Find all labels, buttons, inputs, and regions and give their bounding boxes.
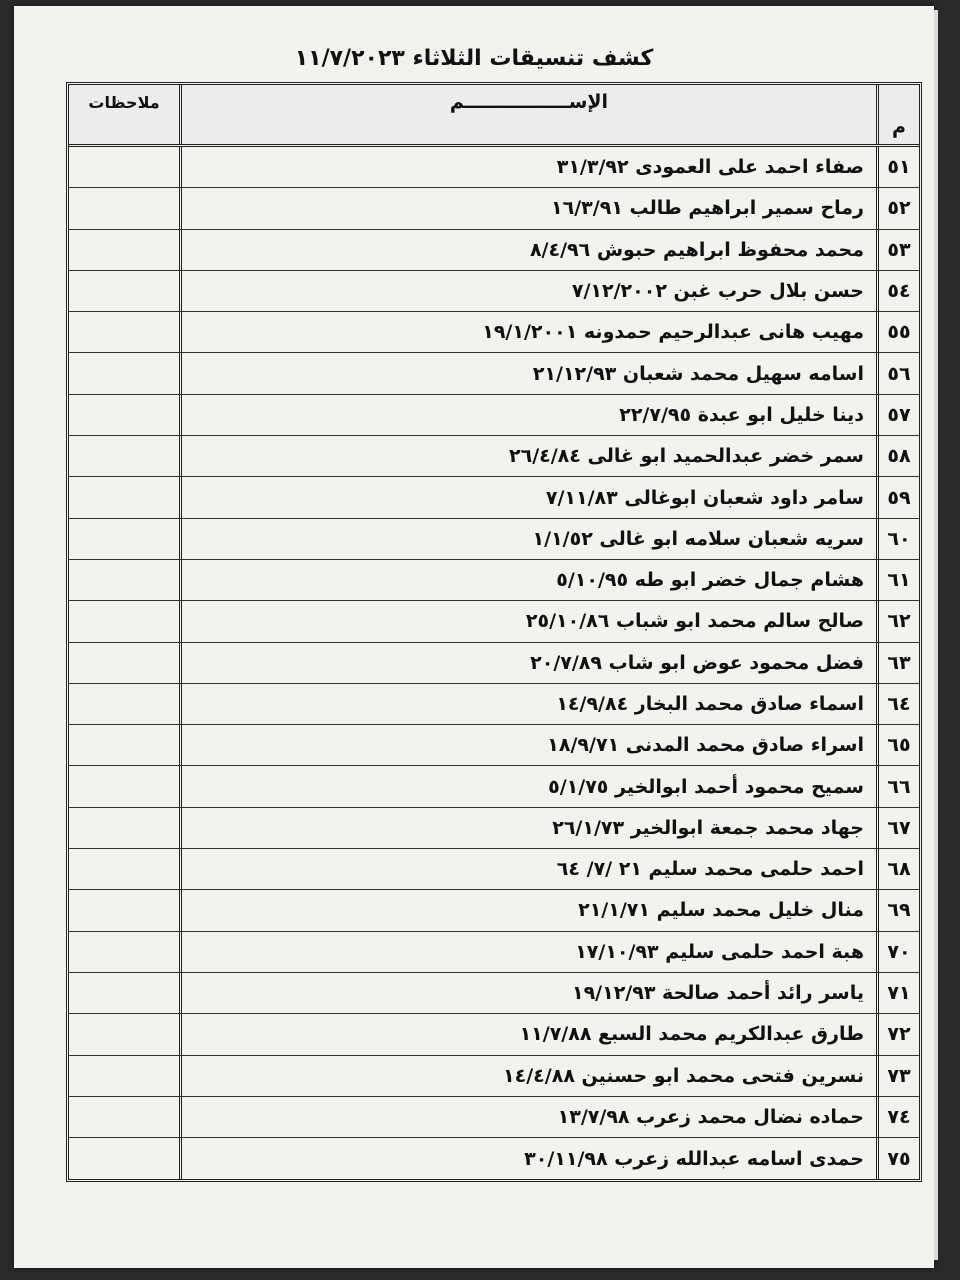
row-name: هشام جمال خضر ابو طه ٥/١٠/٩٥ bbox=[179, 560, 876, 600]
table-row bbox=[69, 188, 919, 229]
row-notes bbox=[69, 725, 179, 765]
paper-sheet bbox=[14, 6, 934, 1268]
row-number: ٧٤ bbox=[876, 1097, 919, 1137]
row-number: ٦٠ bbox=[876, 519, 919, 559]
table-header-row bbox=[69, 85, 919, 147]
names-table bbox=[66, 82, 922, 1182]
row-name: ياسر رائد أحمد صالحة ١٩/١٢/٩٣ bbox=[179, 973, 876, 1013]
row-name: اسماء صادق محمد البخار ١٤/٩/٨٤ bbox=[179, 684, 876, 724]
row-name: صفاء احمد على العمودى ٣١/٣/٩٢ bbox=[179, 147, 876, 187]
row-name: اسراء صادق محمد المدنى ١٨/٩/٧١ bbox=[179, 725, 876, 765]
table-row bbox=[69, 353, 919, 394]
row-name: سريه شعبان سلامه ابو غالى ١/١/٥٢ bbox=[179, 519, 876, 559]
row-notes bbox=[69, 188, 179, 228]
row-notes bbox=[69, 477, 179, 517]
row-name: محمد محفوظ ابراهيم حبوش ٨/٤/٩٦ bbox=[179, 230, 876, 270]
row-number: ٦٤ bbox=[876, 684, 919, 724]
row-notes bbox=[69, 436, 179, 476]
table-row bbox=[69, 601, 919, 642]
row-number: ٦٦ bbox=[876, 766, 919, 806]
row-name: حمدى اسامه عبدالله زعرب ٣٠/١١/٩٨ bbox=[179, 1138, 876, 1179]
row-number: ٥٧ bbox=[876, 395, 919, 435]
page-title: كشف تنسيقات الثلاثاء ١١/٧/٢٠٢٣ bbox=[294, 46, 654, 71]
row-notes bbox=[69, 643, 179, 683]
table-row bbox=[69, 890, 919, 931]
table-row bbox=[69, 1138, 919, 1179]
row-name: سميح محمود أحمد ابوالخير ٥/١/٧٥ bbox=[179, 766, 876, 806]
row-number: ٥٦ bbox=[876, 353, 919, 393]
row-number: ٧٥ bbox=[876, 1138, 919, 1179]
row-name: رماح سمير ابراهيم طالب ١٦/٣/٩١ bbox=[179, 188, 876, 228]
row-notes bbox=[69, 766, 179, 806]
row-name: فضل محمود عوض ابو شاب ٢٠/٧/٨٩ bbox=[179, 643, 876, 683]
row-notes bbox=[69, 890, 179, 930]
row-number: ٦١ bbox=[876, 560, 919, 600]
row-number: ٥١ bbox=[876, 147, 919, 187]
row-name: منال خليل محمد سليم ٢١/١/٧١ bbox=[179, 890, 876, 930]
row-name: صالح سالم محمد ابو شباب ٢٥/١٠/٨٦ bbox=[179, 601, 876, 641]
row-number: ٦٩ bbox=[876, 890, 919, 930]
table-row bbox=[69, 519, 919, 560]
table-row bbox=[69, 849, 919, 890]
row-notes bbox=[69, 684, 179, 724]
row-number: ٧٠ bbox=[876, 932, 919, 972]
table-row bbox=[69, 725, 919, 766]
row-notes bbox=[69, 395, 179, 435]
table-row bbox=[69, 684, 919, 725]
row-name: حماده نضال محمد زعرب ١٣/٧/٩٨ bbox=[179, 1097, 876, 1137]
row-number: ٧٣ bbox=[876, 1056, 919, 1096]
row-name: سامر داود شعبان ابوغالى ٧/١١/٨٣ bbox=[179, 477, 876, 517]
row-number: ٦٨ bbox=[876, 849, 919, 889]
row-number: ٥٤ bbox=[876, 271, 919, 311]
table-row bbox=[69, 147, 919, 188]
table-row bbox=[69, 932, 919, 973]
row-notes bbox=[69, 932, 179, 972]
row-number: ٥٩ bbox=[876, 477, 919, 517]
row-name: مهيب هانى عبدالرحيم حمدونه ١٩/١/٢٠٠١ bbox=[179, 312, 876, 352]
row-name: اسامه سهيل محمد شعبان ٢١/١٢/٩٣ bbox=[179, 353, 876, 393]
table-row bbox=[69, 560, 919, 601]
row-notes bbox=[69, 519, 179, 559]
table-row bbox=[69, 766, 919, 807]
row-number: ٥٥ bbox=[876, 312, 919, 352]
table-row bbox=[69, 477, 919, 518]
table-row bbox=[69, 973, 919, 1014]
row-number: ٦٧ bbox=[876, 808, 919, 848]
row-number: ٦٢ bbox=[876, 601, 919, 641]
row-notes bbox=[69, 973, 179, 1013]
row-number: ٥٣ bbox=[876, 230, 919, 270]
row-notes bbox=[69, 1097, 179, 1137]
row-number: ٦٥ bbox=[876, 725, 919, 765]
row-name: نسرين فتحى محمد ابو حسنين ١٤/٤/٨٨ bbox=[179, 1056, 876, 1096]
row-notes bbox=[69, 849, 179, 889]
row-name: هبة احمد حلمى سليم ١٧/١٠/٩٣ bbox=[179, 932, 876, 972]
table-row bbox=[69, 312, 919, 353]
row-notes bbox=[69, 147, 179, 187]
row-notes bbox=[69, 808, 179, 848]
row-name: حسن بلال حرب غبن ٧/١٢/٢٠٠٢ bbox=[179, 271, 876, 311]
row-notes bbox=[69, 312, 179, 352]
row-name: سمر خضر عبدالحميد ابو غالى ٢٦/٤/٨٤ bbox=[179, 436, 876, 476]
table-row bbox=[69, 395, 919, 436]
row-number: ٧١ bbox=[876, 973, 919, 1013]
table-row bbox=[69, 1056, 919, 1097]
row-number: ٦٣ bbox=[876, 643, 919, 683]
row-notes bbox=[69, 601, 179, 641]
row-notes bbox=[69, 230, 179, 270]
row-name: طارق عبدالكريم محمد السبع ١١/٧/٨٨ bbox=[179, 1014, 876, 1054]
table-row bbox=[69, 1014, 919, 1055]
table-row bbox=[69, 643, 919, 684]
header-num: م bbox=[876, 85, 919, 144]
row-notes bbox=[69, 1138, 179, 1179]
row-number: ٥٢ bbox=[876, 188, 919, 228]
row-name: جهاد محمد جمعة ابوالخير ٢٦/١/٧٣ bbox=[179, 808, 876, 848]
table-row bbox=[69, 1097, 919, 1138]
row-notes bbox=[69, 560, 179, 600]
row-notes bbox=[69, 271, 179, 311]
row-number: ٧٢ bbox=[876, 1014, 919, 1054]
row-name: دينا خليل ابو عبدة ٢٢/٧/٩٥ bbox=[179, 395, 876, 435]
row-notes bbox=[69, 1014, 179, 1054]
table-row bbox=[69, 230, 919, 271]
header-notes: ملاحظات bbox=[88, 93, 160, 112]
row-notes bbox=[69, 353, 179, 393]
row-number: ٥٨ bbox=[876, 436, 919, 476]
table-row bbox=[69, 436, 919, 477]
header-name: الإســــــــــــــــم bbox=[179, 85, 876, 144]
table-row bbox=[69, 271, 919, 312]
row-notes bbox=[69, 1056, 179, 1096]
row-name: احمد حلمى محمد سليم ٢١ /٧/ ٦٤ bbox=[179, 849, 876, 889]
table-row bbox=[69, 808, 919, 849]
